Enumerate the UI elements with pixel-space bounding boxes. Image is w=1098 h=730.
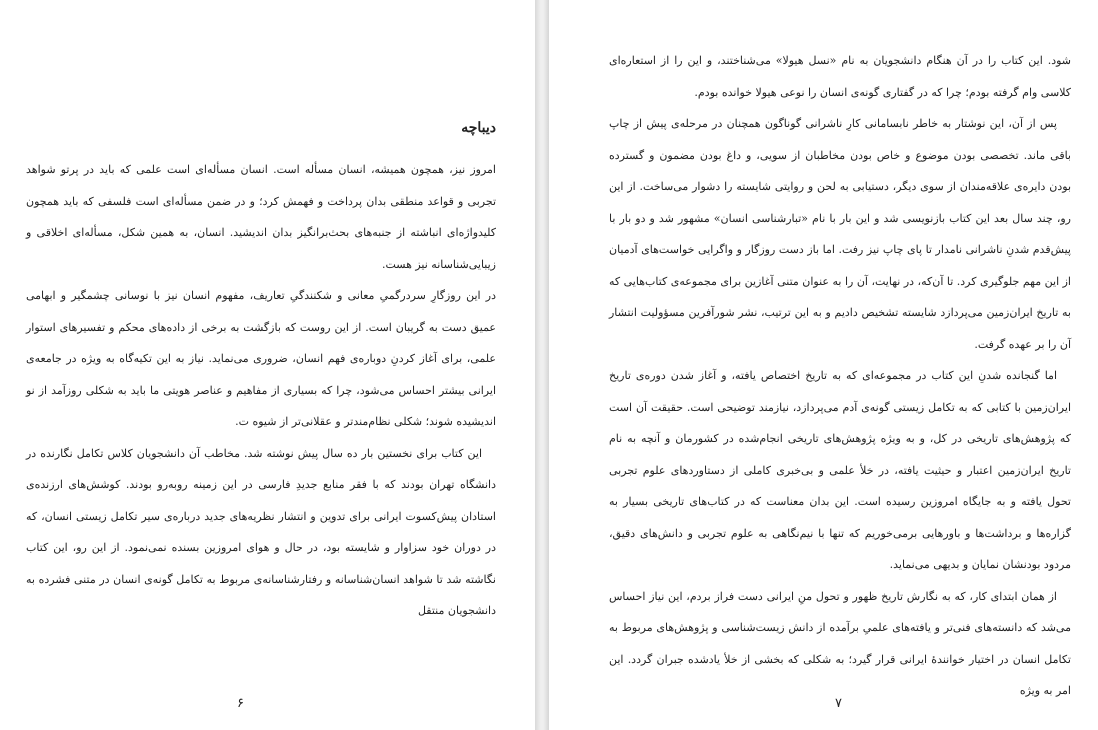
paragraph: در این روزگارِ سردرگمیِ معانی و شکنندگیِ تعاریف، مفهوم انسان نیز با نوسانی چشمگیر و ابهامی عمیق دست به گریبان است. از این روست که بازگشت به برخی از داده‌های محکم و تفسیرهای استوار علمی، برای آغاز کردنِ دوباره‌ی فهم انسان، ضروری می‌نماید. نیاز به این تکیه‌گاه به ویژه در جامعه‌ی ایرانی بیشتر احساس می‌شود، چرا که بسیاری از مفاهیم و عناصر هویتی ما باید به شکلی روزآمد از نو اندیشیده شوند؛ شکلی نظام‌مندتر و عقلانی‌تر از شیوه ت. [26, 289, 496, 428]
book-gutter [535, 0, 549, 730]
paragraph: این کتاب برای نخستین بار ده سال پیش نوشته شد. مخاطب آن دانشجویان کلاس تکامل نگارنده در دانشگاه تهران بودند که با فقر منابع جدیدِ فارسی در این زمینه روبه‌رو بودند. کوشش‌های ارزنده‌ی استادان پیش‌کسوت ایرانی برای تدوین و انتشار نظریه‌های جدید درباره‌ی سیر تکامل زیستی انسان، که در دوران خود سزاوار و شایسته بود، در حال و هوای امروزین بسنده نمی‌نمود. از این رو، این کتاب نگاشته شد تا شواهد انسان‌شناسانه و رفتارشناسانه‌ی مربوط به تکامل گونه‌ی انسان در متنی فشرده به دانشجویان منتقل [26, 446, 496, 617]
chapter-heading: دیباچه [461, 120, 496, 136]
paragraph: از همان ابتدای کار، که به نگارش تاریخ ظهور و تحول منِ ایرانی دست فراز بردم، این نیاز احساس می‌شد که دانسته‌های فنی‌تر و یافته‌های علمیِ برآمده از دانش زیست‌شناسی و پژوهش‌های مربوط به تکامل انسان در اختیار خوانندهٔ ایرانی قرار گیرد؛ به شکلی که بخشی از خلأ یادشده جبران گردد. این امر به ویژه [609, 589, 1071, 697]
right-page-body [609, 45, 1071, 707]
page-number: ۷ [835, 696, 842, 711]
paragraph: امروز نیز، همچون همیشه، انسان مسأله است. انسان مسأله‌ای است علمی که باید در پرتو شواهد تجربی و قواعد منطقی بدان پرداخت و فهمش کرد؛ و در ضمن مسأله‌ای است فلسفی که باید همچون کلیدواژه‌ای انباشته از جنبه‌های بحث‌برانگیز بدان اندیشید. انسان، به همین شکل، مسأله‌ای اخلاقی و زیبایی‌شناسانه نیز هست. [26, 163, 496, 271]
paragraph: اما گنجانده شدنِ این کتاب در مجموعه‌ای که به تاریخ اختصاص یافته، و آغاز شدن دوره‌ی تاریخ ایران‌زمین با کتابی که به تکامل زیستی گونه‌ی آدم می‌پردازد، نیازمند توضیحی است. حقیقت آن است که پژوهش‌های تاریخی در کل، و به ویژه پژوهش‌های تاریخی انجام‌شده در کشورمان و آنچه به نام تاریخ ایران‌زمین اعتبار و حیثیت یافته، در خلأ علمی و بی‌خبری کاملی از دستاوردهای علوم تجربی تحول یافته و به جایگاه امروزین رسیده است. این بدان معناست که در کتاب‌های تاریخی بسیار به گزاره‌ها و برداشت‌ها و باورهایی برمی‌خوریم که تنها با نیم‌نگاهی به علوم تجربی و دانش‌های دقیق، مردود بودنشان نمایان و بدیهی می‌نماید. [609, 369, 1071, 571]
paragraph: شود. این کتاب را در آن هنگام دانشجویان به نام «نسل هیولا» می‌شناختند، و این را از استعاره‌ای کلاسی وام گرفته بودم؛ چرا که در گفتاری گونه‌ی انسان را نوعی هیولا خوانده بودم. [609, 54, 1071, 99]
page-number: ۶ [237, 696, 244, 711]
paragraph: پس از آن، این نوشتار به خاطر نابسامانی کارِ ناشرانی گوناگون همچنان در مرحله‌ی پیش از چاپ باقی ماند. تخصصی بودن موضوع و خاص بودن مخاطبان از سویی، و داغ بودن مضمون و گسترده بودن دایره‌ی علاقه‌مندان از سوی دیگر، دستیابی به لحن و روایتی شایسته را دشوار می‌ساخت. از این رو، چند سال بعد این کتاب بازنویسی شد و این بار با نام «تبارشناسی انسان» مشهور شد و دو بار با پیش‌قدم شدنِ ناشرانی نامدار تا پای چاپ نیز رفت. اما باز دست روزگار و واگرایی خواست‌های آدمیان از این مهم جلوگیری کرد. تا آن‌که، در نهایت، آن را به عنوان متنی آغازین برای مجموعه‌ی کتاب‌هایی که به تاریخ ایران‌زمین می‌پردازد شایسته تشخیص دادیم و به این ترتیب، نشر شورآفرین مسؤولیت انتشار آن را بر عهده گرفت. [609, 117, 1071, 351]
left-page-body [26, 154, 496, 627]
left-page [0, 0, 535, 730]
right-page [549, 0, 1098, 730]
